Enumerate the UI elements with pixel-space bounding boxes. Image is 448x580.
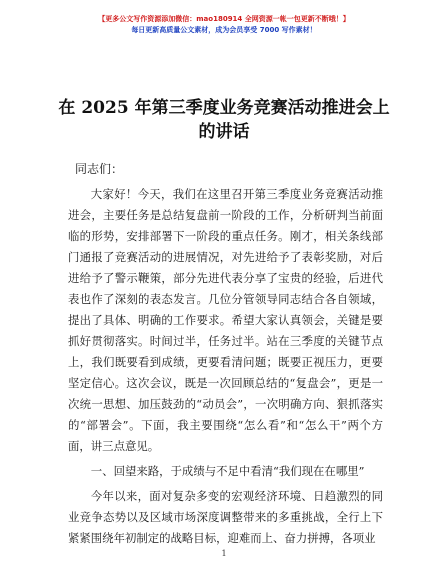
paragraph-intro: 大家好！今天，我们在这里召开第三季度业务竞赛活动推进会，主要任务是总结复盘前一阶段的工作，分析研判当前面临的形势，安排部署下一阶段的重点任务。刚才，相关条线部门通报了竞赛活动的进展情况，对先进给予了表彰奖励，对后进给予了警示鞭策，部分先进代表分享了宝贵的经验，后进代表也作了深刻的表态发言。几位分管领导同志结合各自领域，提出了具体、明确的工作要求。希望大家认真领会，关键是要抓好贯彻落实。时间过半，任务过半。站在三季度的关键节点上，我们既要看到成绩，更要看清问题；既要正视压力，更要坚定信心。这次会议，既是一次回顾总结的“复盘会”，更是一次统一思想、加压鼓劲的“动员会”，一次明确方向、狠抓落实的“部署会”。下面，我主要围绕“怎么看”和“怎么干”两个方面，讲三点意见。 <box>68 187 383 453</box>
promo-line-2: 每日更新高质量公文素材，成为会员享受 7000 写作素材！ <box>131 26 317 34</box>
document-body <box>68 184 383 549</box>
greeting: 同志们： <box>75 162 124 176</box>
page-number: 1 <box>221 549 227 558</box>
promo-line-1: 【更多公文写作资源添加微信：mao180914 全网资源一帐一包更新不断哦！】 <box>98 15 350 23</box>
document-title: 在 2025 年第三季度业务竞赛活动推进会上的讲话 <box>58 98 390 142</box>
promo-banner <box>0 14 448 36</box>
section-heading-1: 一、回望来路，于成绩与不足中看清“我们现在在哪里” <box>90 464 365 478</box>
paragraph-2: 今年以来，面对复杂多变的宏观经济环境、日趋激烈的同业竞争态势以及区域市场深度调整带来的多重挑战，全行上下紧紧围绕年初制定的战略目标，迎难而上、奋力拼搏，各项业 <box>68 489 383 545</box>
